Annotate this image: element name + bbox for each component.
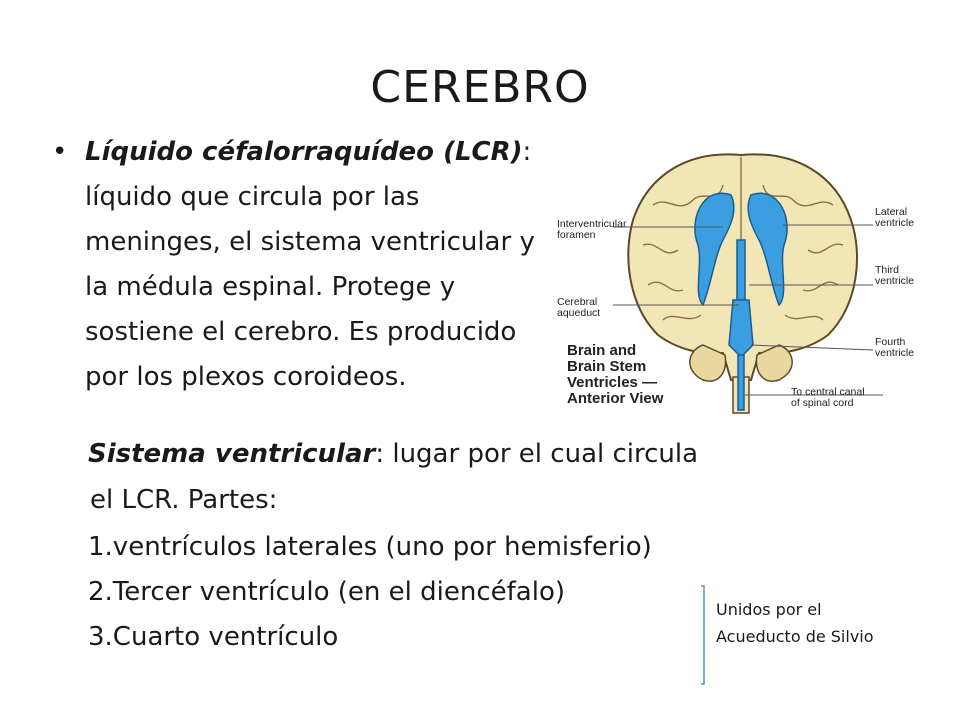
label-fourth-ventricle: Fourth ventricle: [875, 336, 915, 359]
label-lateral-ventricle: Lateral ventricle: [875, 206, 915, 229]
lcr-term: Líquido céfalorraquídeo (LCR): [85, 137, 523, 167]
label-cerebral-aqueduct: Cerebral aqueduct: [557, 296, 601, 319]
brain-figure: [553, 145, 928, 415]
lcr-paragraph: [85, 130, 555, 400]
bullet-marker: •: [52, 137, 68, 167]
label-interventricular: Interventricular foramen: [557, 218, 627, 241]
list-item: 3.Cuarto ventrículo: [88, 622, 339, 652]
figure-caption: Brain and Brain Stem Ventricles — Anterior View: [567, 342, 664, 407]
note-line: Unidos por el: [716, 600, 822, 619]
lcr-text: : líquido que circula por las meninges, el sistema ventricular y la médula espinal. Protege y sostiene el cerebro. Es producido por los plexos coroideos.: [85, 137, 535, 392]
ventricular-term: Sistema ventricular: [88, 439, 376, 469]
note: [716, 596, 874, 650]
list-item: 1.ventrículos laterales (uno por hemisferio): [88, 532, 652, 562]
ventricular-paragraph: [88, 432, 788, 477]
bracket: [700, 585, 705, 685]
list-item: 2.Tercer ventrículo (en el diencéfalo): [88, 577, 565, 607]
ventricular-continuation: el LCR. Partes:: [90, 485, 278, 515]
note-line: Acueducto de Silvio: [716, 627, 874, 646]
ventricular-text: : lugar por el cual circula: [375, 439, 699, 469]
label-third-ventricle: Third ventricle: [875, 264, 915, 287]
page-title: CEREBRO: [370, 62, 590, 113]
label-central-canal: To central canal of spinal cord: [791, 386, 865, 409]
